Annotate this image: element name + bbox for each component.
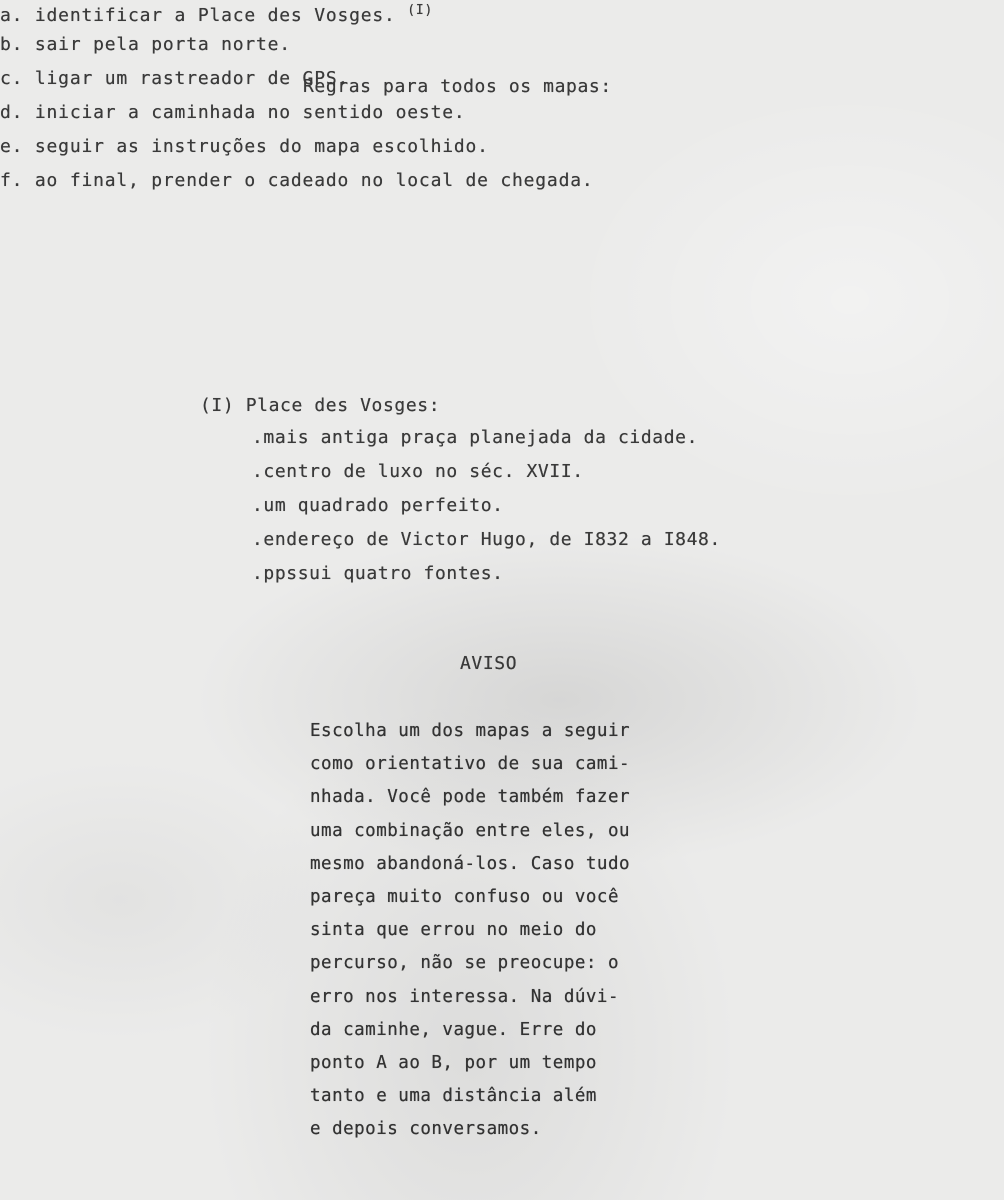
footnote-list <box>252 427 721 597</box>
aviso-line: sinta que errou no meio do <box>310 920 597 941</box>
aviso-line: e depois conversamos. <box>310 1119 542 1140</box>
footnote-heading: (I) Place des Vosges: <box>200 395 441 416</box>
rule-item <box>0 136 1004 170</box>
aviso-line: uma combinação entre eles, ou <box>310 820 631 841</box>
aviso-line: como orientativo de sua cami- <box>310 754 631 775</box>
page-title: Regras para todos os mapas: <box>303 76 612 97</box>
rule-text: d. iniciar a caminhada no sentido oeste. <box>0 102 466 123</box>
aviso-line: percurso, não se preocupe: o <box>310 953 620 974</box>
aviso-line: da caminhe, vague. Erre do <box>310 1019 597 1040</box>
aviso-line: nhada. Você pode também fazer <box>310 787 631 808</box>
footnote-marker: (I) <box>407 3 434 18</box>
aviso-line: tanto e uma distância além <box>310 1086 597 1107</box>
footnote-item: .mais antiga praça planejada da cidade. <box>252 427 699 448</box>
rule-item <box>0 102 1004 136</box>
rule-item <box>0 34 1004 68</box>
aviso-line: pareça muito confuso ou você <box>310 886 620 907</box>
aviso-line: erro nos interessa. Na dúvi- <box>310 986 620 1007</box>
aviso-line: ponto A ao B, por um tempo <box>310 1052 597 1073</box>
aviso-line: mesmo abandoná-los. Caso tudo <box>310 853 631 874</box>
aviso-heading: AVISO <box>460 653 518 674</box>
footnote-item: .centro de luxo no séc. XVII. <box>252 461 584 482</box>
rule-item <box>0 170 1004 204</box>
footnote-item: .um quadrado perfeito. <box>252 495 504 516</box>
rule-text: f. ao final, prender o cadeado no local de chegada. <box>0 170 594 191</box>
footnote-item: .ppssui quatro fontes. <box>252 563 504 584</box>
rule-text: e. seguir as instruções do mapa escolhido. <box>0 136 489 157</box>
rule-text: c. ligar um rastreador de GPS. <box>0 68 350 89</box>
aviso-line: Escolha um dos mapas a seguir <box>310 721 631 741</box>
rule-item <box>0 0 1004 34</box>
rules-list <box>0 0 1004 204</box>
aviso-paragraph <box>310 720 630 1151</box>
rule-text: a. identificar a Place des Vosges. <box>0 5 396 26</box>
rule-text: b. sair pela porta norte. <box>0 34 291 55</box>
footnote-item: .endereço de Victor Hugo, de I832 a I848. <box>252 529 721 550</box>
